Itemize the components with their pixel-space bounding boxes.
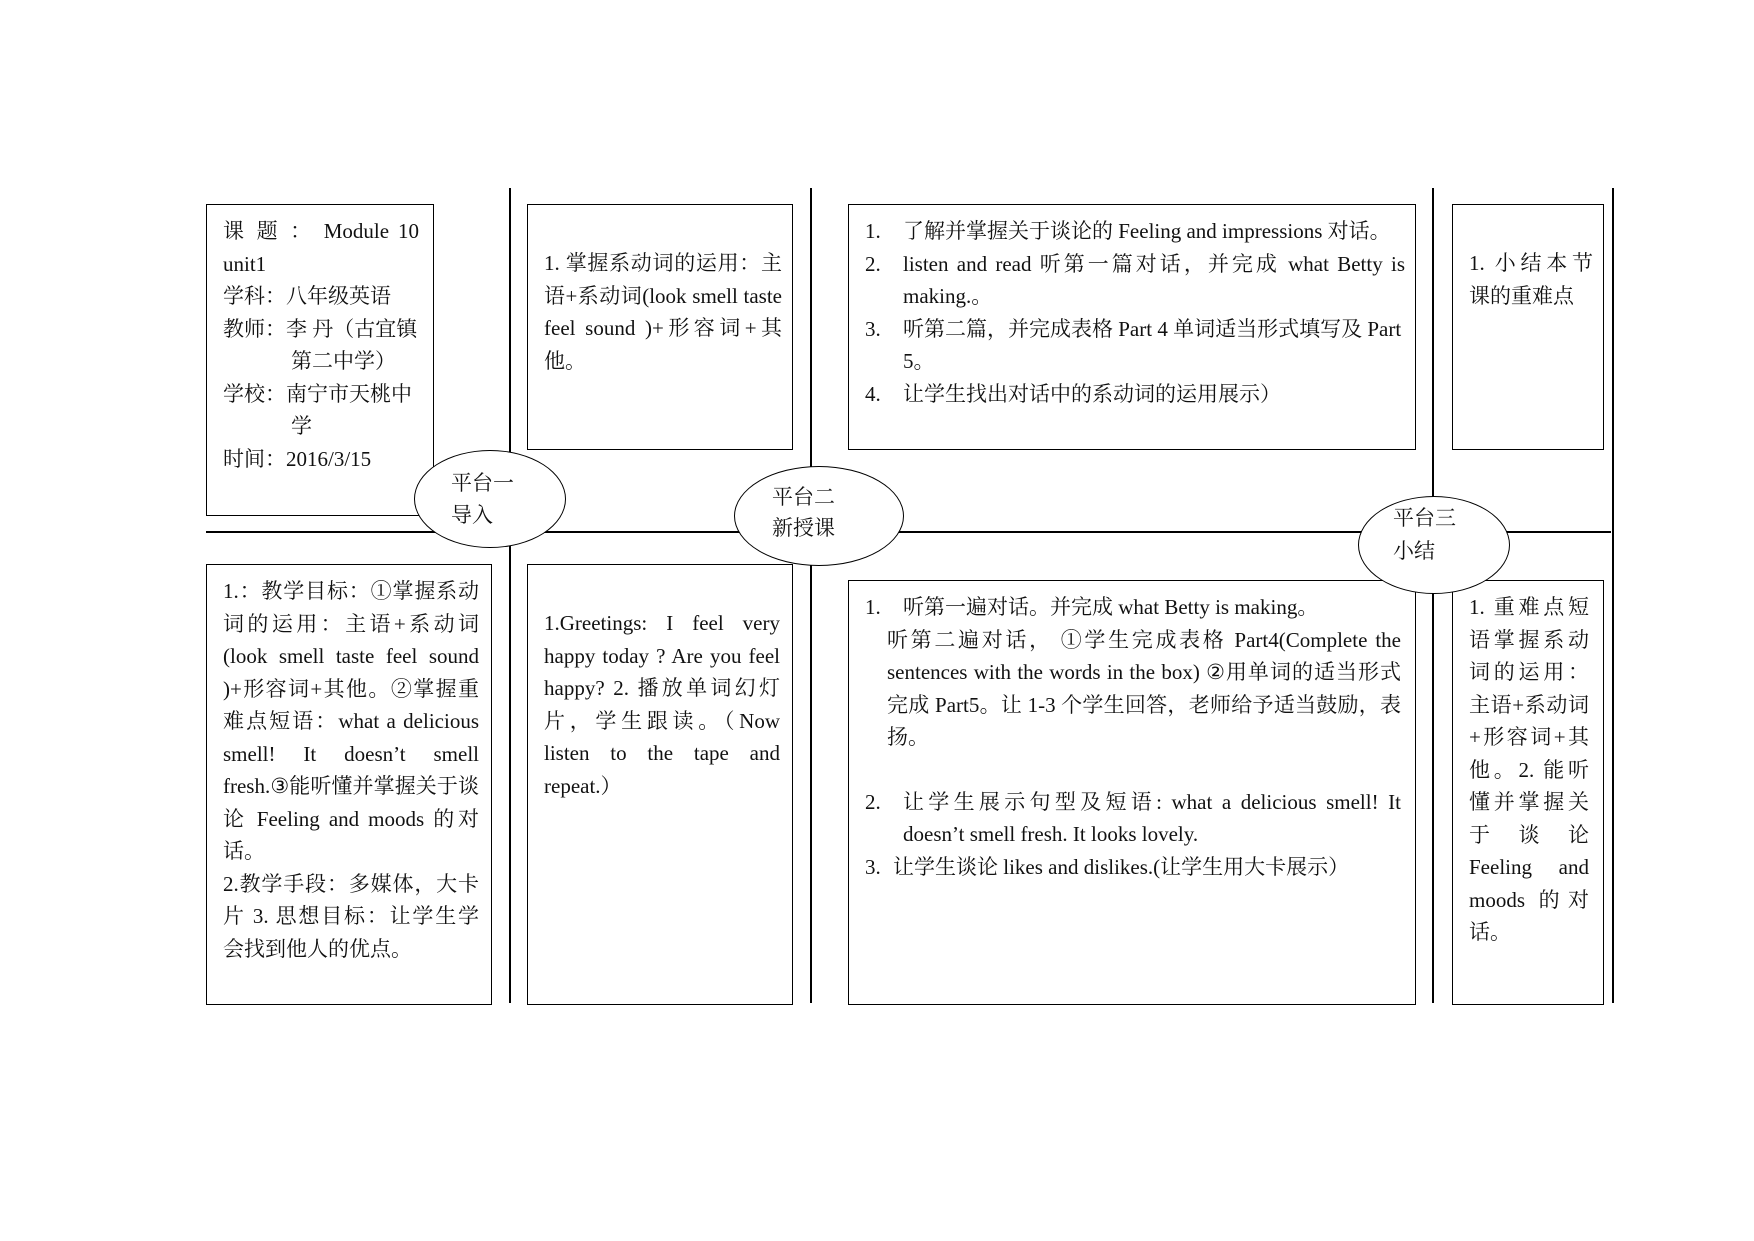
platform3-title: 平台三 [1393, 506, 1456, 530]
lesson-info-box [206, 204, 434, 516]
platform3-goal-text: 1. 小结本节课的重难点 [1469, 251, 1593, 308]
platform2-goal-box [848, 204, 1416, 450]
list-item: 3. 听第二篇，并完成表格 Part 4 单词适当形式填写及 Part 5。 [865, 316, 1402, 373]
list-item: 1. 了解并掌握关于谈论的 Feeling and impressions 对话。 [865, 219, 1391, 243]
activity-item-2: 2. 让学生展示句型及短语: what a delicious smell! It doesn’t smell fresh. It looks lovely. [865, 789, 1401, 846]
platform1-title: 平台一 [451, 471, 514, 495]
platform3-goal-box [1452, 204, 1604, 450]
vertical-divider-3 [1432, 188, 1434, 1003]
platform3-activity-text: 1. 重难点短语掌握系动词的运用：主语+系动词+形容词+其他。2. 能听懂并掌握关于谈论 Feeling and moods 的对话。 [1469, 595, 1589, 944]
vertical-divider-1 [509, 188, 511, 1003]
platform2-activity-box [848, 580, 1416, 1005]
platform3-subtitle: 小结 [1393, 539, 1435, 563]
list-item: 2. listen and read 听第一篇对话，并完成 what Betty is making.。 [865, 251, 1405, 308]
lesson-subject: 学科：八年级英语 [223, 284, 391, 308]
activity-item-3: 3. 让学生谈论 likes and dislikes.(让学生用大卡展示） [865, 854, 1350, 879]
platform2-oval [734, 466, 904, 566]
platform1-activity-text: 1.Greetings: I feel very happy today ? Are you feel happy? 2. 播放单词幻灯片，学生跟读。（Now listen to the tape and repeat.） [544, 611, 780, 798]
platform1-goal-box [527, 204, 793, 450]
lesson-teacher: 教师：李 丹（古宜镇第二中学） [223, 316, 418, 373]
vertical-divider-4 [1612, 188, 1614, 1003]
platform2-goal-list [865, 215, 1405, 410]
activity-item-1-continued: 听第二遍对话， ①学生完成表格 Part4(Complete the sentences with the words in the box) ②用单词的适当形式完成 Part5。让 1-3 个学生回答，老师给予适当鼓励，表扬。 [887, 627, 1401, 749]
platform1-activity-box [527, 564, 793, 1005]
lesson-date: 时间：2016/3/15 [223, 446, 372, 471]
objectives-text-2: 2.教学手段：多媒体，大卡片 3. 思想目标：让学生学会找到他人的优点。 [223, 871, 479, 961]
lesson-school: 学校：南宁市天桃中学 [223, 381, 412, 438]
vertical-divider-2 [810, 188, 812, 1003]
activity-item-1: 1. 听第一遍对话。并完成 what Betty is making。 [865, 595, 1319, 619]
objectives-text: 1.：教学目标：①掌握系动词的运用：主语+系动词(look smell taste feel sound )+形容词+其他。②掌握重难点短语：what a delicious smell! It doesn’t smell fresh.③能听懂并掌握关于谈论 Feeling and moods 的对话。 [223, 579, 479, 863]
platform3-activity-box [1452, 580, 1604, 1005]
platform2-subtitle: 新授课 [772, 516, 835, 540]
platform3-oval [1358, 496, 1510, 594]
lesson-title: 课 题 ： Module 10 unit1 [223, 219, 419, 276]
objectives-box [206, 564, 492, 1005]
platform1-subtitle: 导入 [451, 503, 493, 527]
platform1-goal-text: 1. 掌握系动词的运用：主语+系动词(look smell taste feel sound )+形容词+其他。 [544, 251, 782, 373]
list-item: 4. 让学生找出对话中的系动词的运用展示） [865, 381, 1281, 406]
platform1-oval [414, 450, 566, 548]
platform2-title: 平台二 [772, 485, 835, 509]
